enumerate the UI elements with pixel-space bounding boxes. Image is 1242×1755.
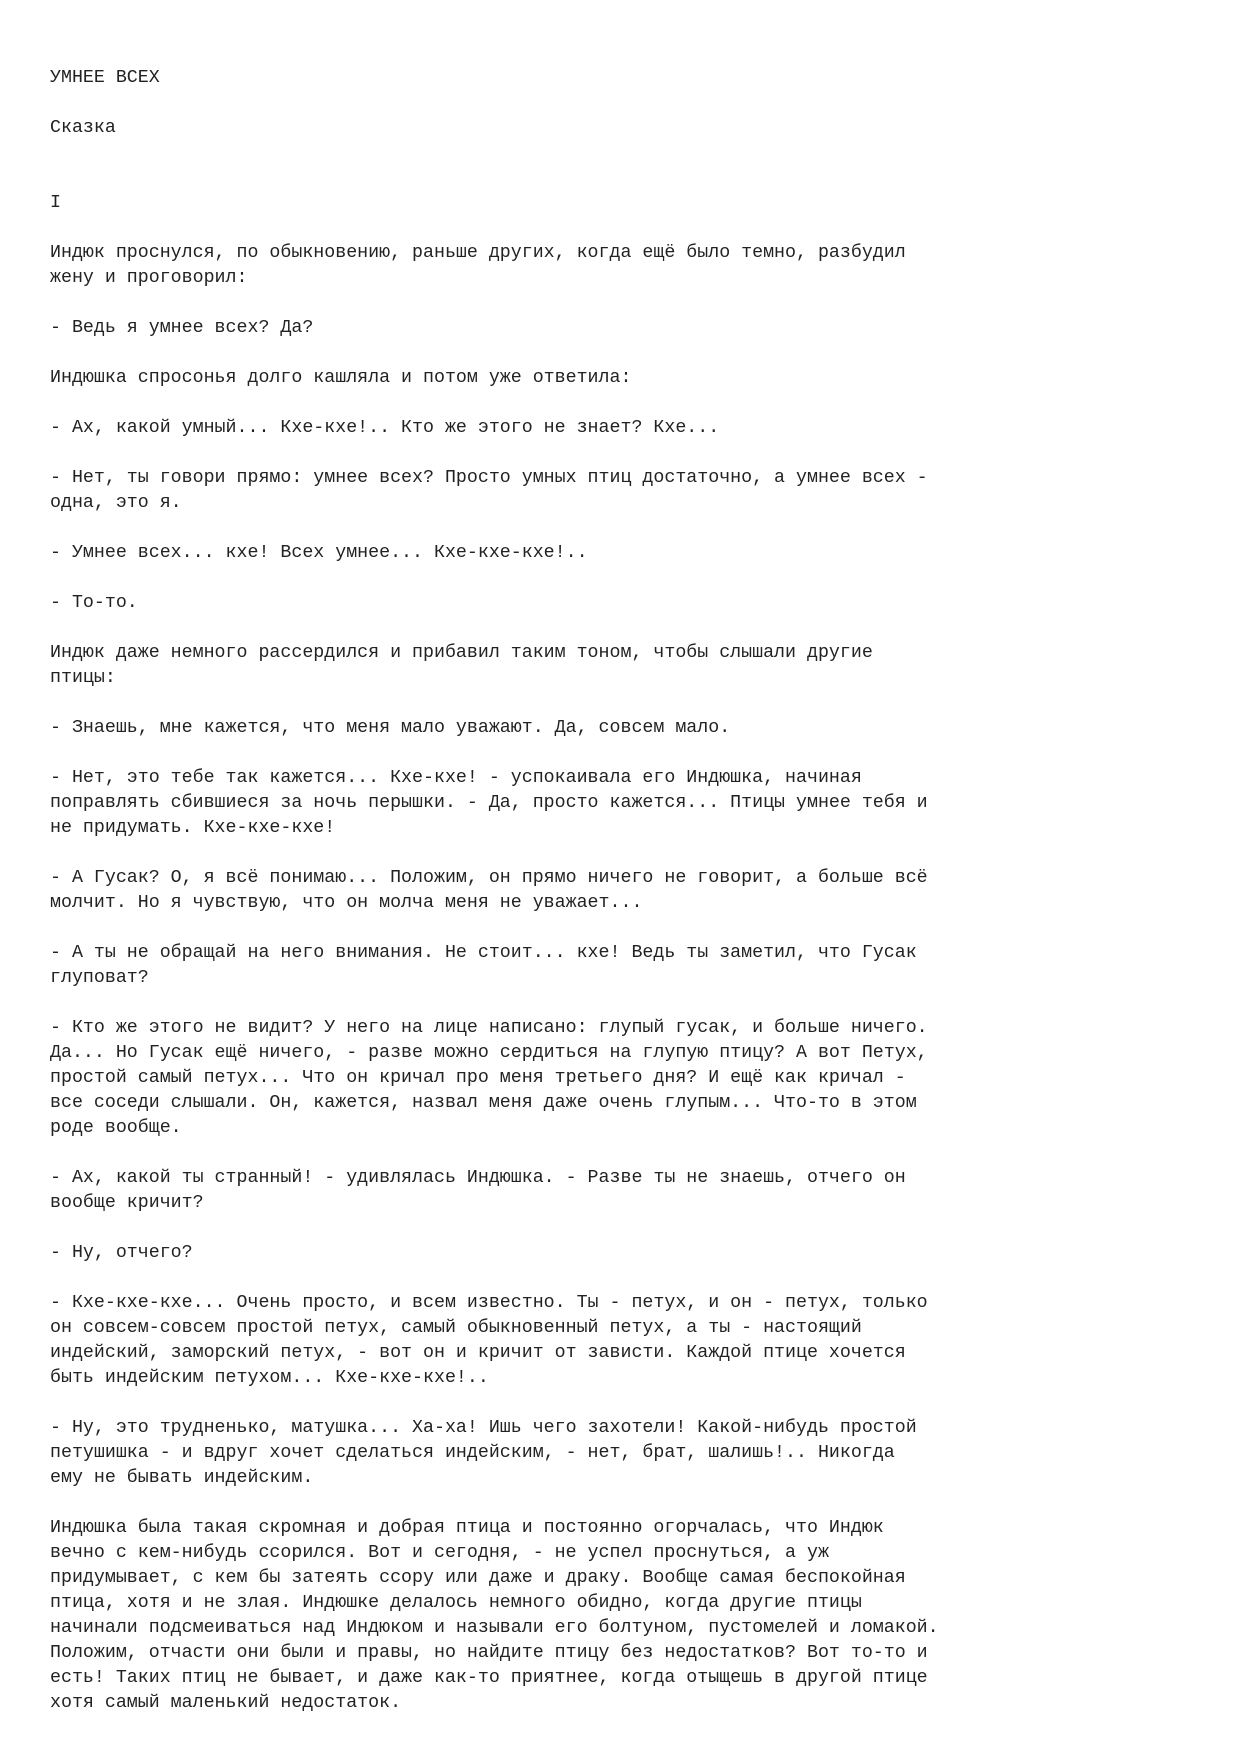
paragraph: - Ну, отчего?	[50, 1243, 193, 1263]
paragraph: - Знаешь, мне кажется, что меня мало уважают. Да, совсем мало.	[50, 718, 731, 738]
paragraph: Индюк проснулся, по обыкновению, раньше других, когда ещё было темно, разбудил жену и проговорил:	[50, 243, 906, 288]
paragraph: - А ты не обращай на него внимания. Не стоит... кхе! Ведь ты заметил, что Гусак глуповат?	[50, 943, 917, 988]
document-page	[50, 66, 1200, 1741]
paragraph: - Нет, это тебе так кажется... Кхе-кхе! - успокаивала его Индюшка, начиная поправлять сбившиеся за ночь перышки. - Да, просто кажется... Птицы умнее тебя и не придумать. Кхе-кхе-кхе!	[50, 768, 928, 838]
paragraph: - Ах, какой ты странный! - удивлялась Индюшка. - Разве ты не знаешь, отчего он вообще кричит?	[50, 1168, 906, 1213]
chapter-heading: I	[50, 193, 61, 213]
paragraph: - А Гусак? О, я всё понимаю... Положим, он прямо ничего не говорит, а больше всё молчит. Но я чувствую, что он молча меня не уважает...	[50, 868, 928, 913]
paragraph: - Нет, ты говори прямо: умнее всех? Просто умных птиц достаточно, а умнее всех - одна, это я.	[50, 468, 928, 513]
paragraph: - Ведь я умнее всех? Да?	[50, 318, 314, 338]
paragraph: - Ну, это трудненько, матушка... Ха-ха! Ишь чего захотели! Какой-нибудь простой петушишка - и вдруг хочет сделаться индейским, - нет, брат, шалишь!.. Никогда ему не бывать индейским.	[50, 1418, 917, 1488]
paragraph: Индюшка спросонья долго кашляла и потом уже ответила:	[50, 368, 632, 388]
paragraph: - Умнее всех... кхе! Всех умнее... Кхе-кхе-кхе!..	[50, 543, 588, 563]
paragraph: - То-то.	[50, 593, 138, 613]
document-title: УМНЕЕ ВСЕХ	[50, 68, 160, 88]
paragraph: - Ах, какой умный... Кхе-кхе!.. Кто же этого не знает? Кхе...	[50, 418, 720, 438]
paragraph: Индюк даже немного рассердился и прибавил таким тоном, чтобы слышали другие птицы:	[50, 643, 873, 688]
paragraph: - Кхе-кхе-кхе... Очень просто, и всем известно. Ты - петух, и он - петух, только он совсем-совсем простой петух, самый обыкновенный петух, а ты - настоящий индейский, заморский петух, - вот он и кричит от зависти. Каждой птице хочется быть индейским петухом... Кхе-кхе-кхе!..	[50, 1293, 928, 1388]
paragraph: - Кто же этого не видит? У него на лице написано: глупый гусак, и больше ничего. Да... Но Гусак ещё ничего, - разве можно сердиться на глупую птицу? А вот Петух, простой самый петух... Что он кричал про меня третьего дня? И ещё как кричал - все соседи слышали. Он, кажется, назвал меня даже очень глупым... Что-то в этом роде вообще.	[50, 1018, 928, 1138]
paragraph: Индюшка была такая скромная и добрая птица и постоянно огорчалась, что Индюк вечно с кем-нибудь ссорился. Вот и сегодня, - не успел проснуться, а уж придумывает, с кем бы затеять ссору или даже и драку. Вообще самая беспокойная птица, хотя и не злая. Индюшке делалось немного обидно, когда другие птицы начинали подсмеиваться над Индюком и называли его болтуном, пустомелей и ломакой. Положим, отчасти они были и правы, но найдите птицу без недостатков? Вот то-то и есть! Таких птиц не бывает, и даже как-то приятнее, когда отыщешь в другой птице хотя самый маленький недостаток.	[50, 1518, 939, 1713]
document-subtitle: Сказка	[50, 118, 116, 138]
